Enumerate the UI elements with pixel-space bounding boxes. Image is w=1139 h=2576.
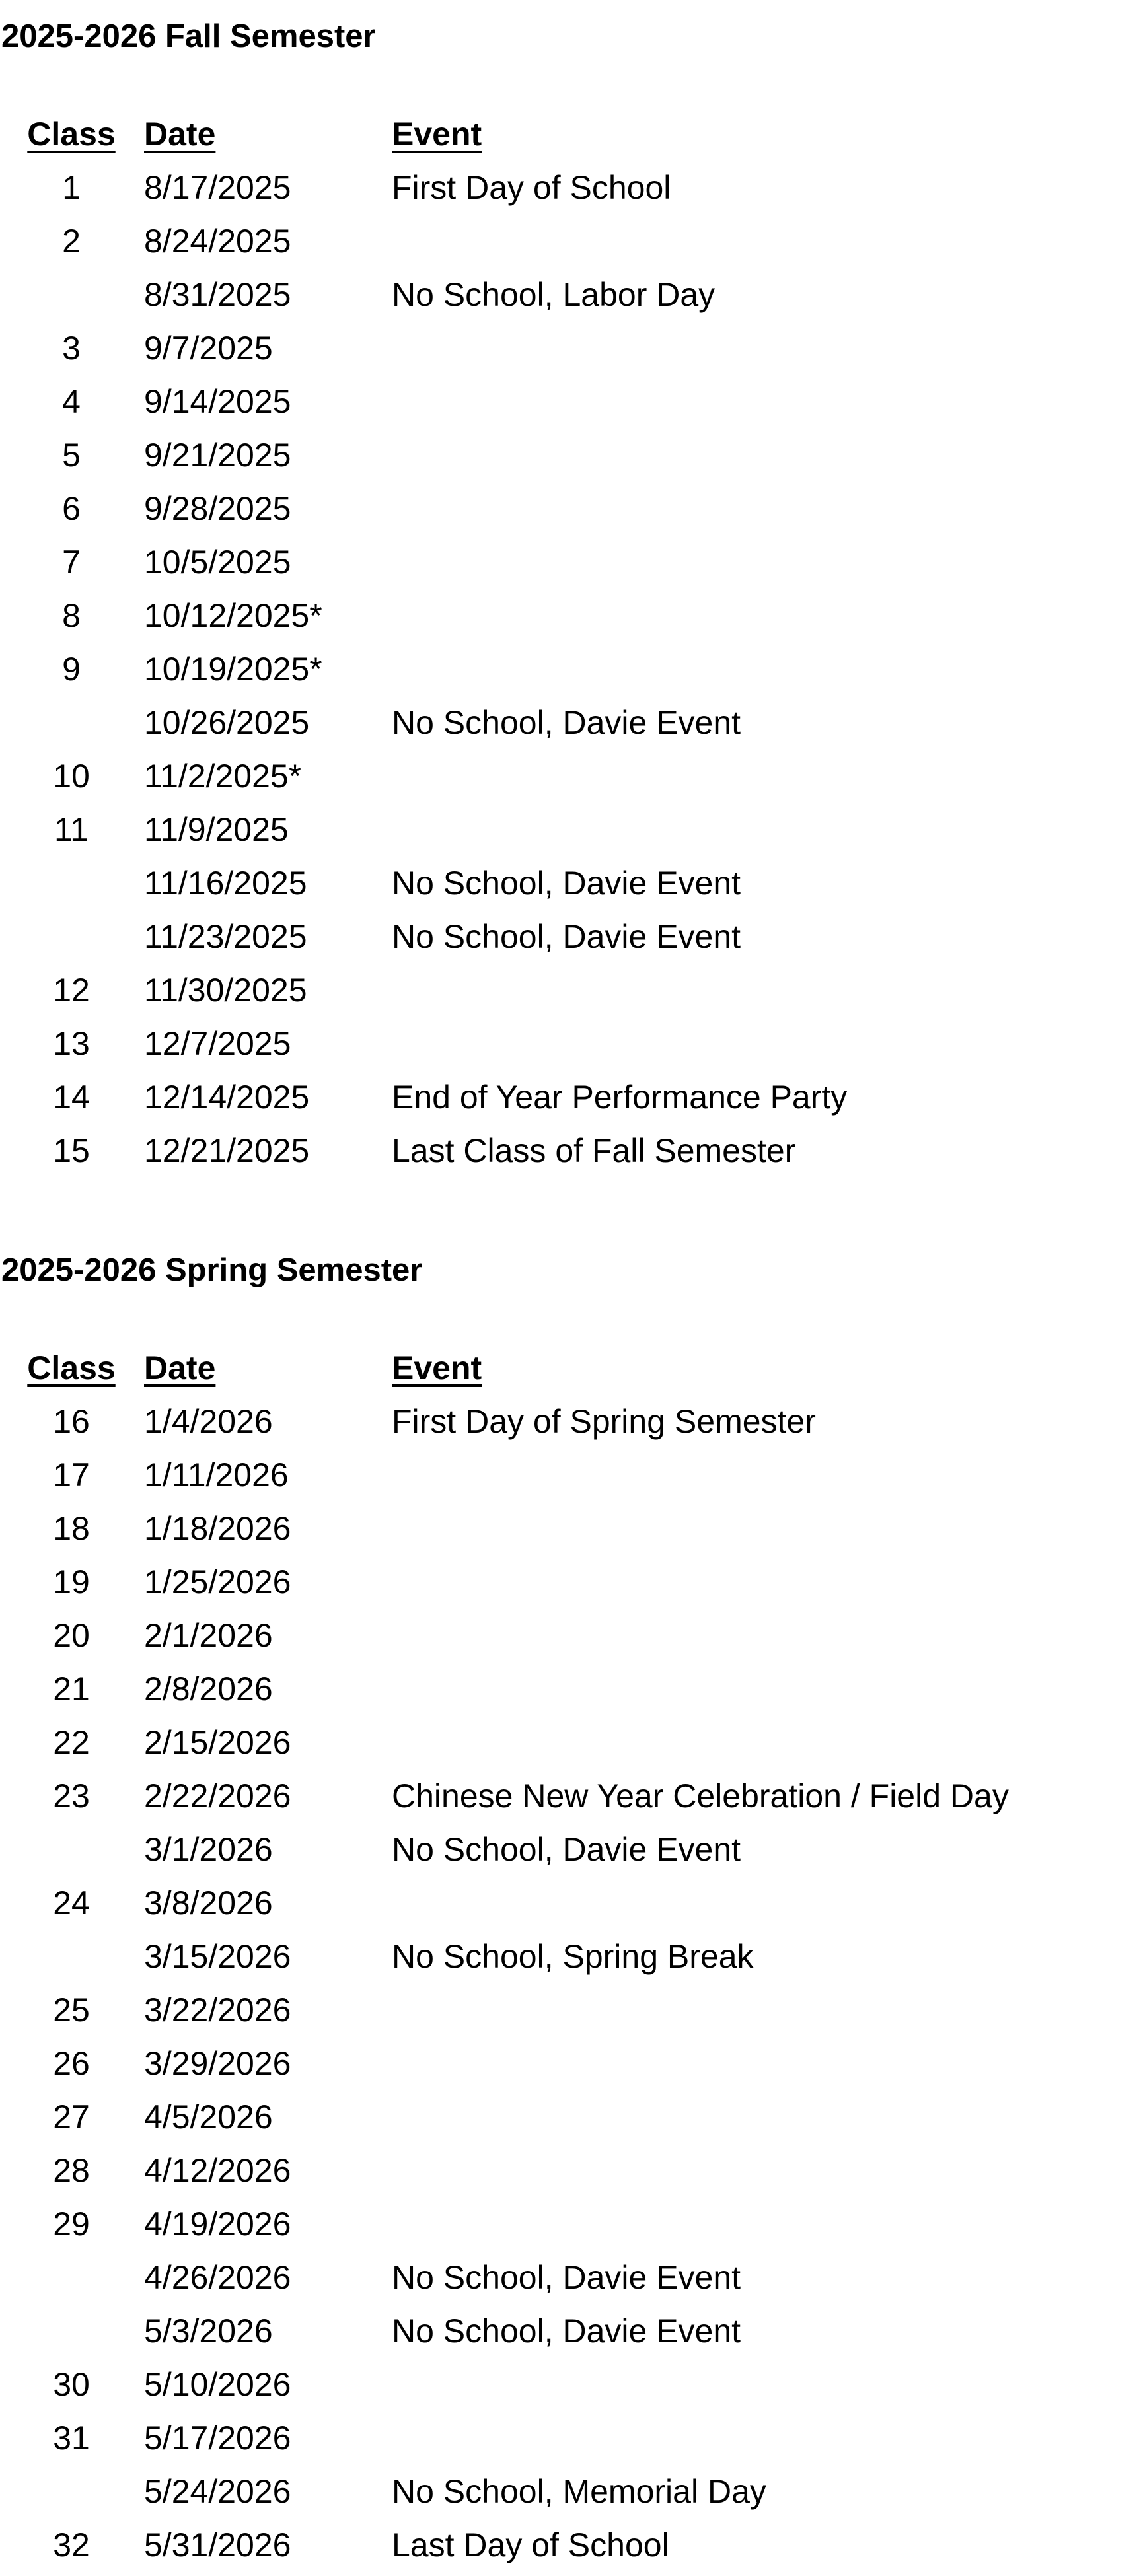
table-row	[0, 161, 1139, 215]
date-cell: 8/24/2025	[144, 223, 291, 260]
table-row	[0, 1502, 1139, 1556]
event-cell: No School, Davie Event	[392, 704, 741, 741]
date-cell: 3/1/2026	[144, 1831, 273, 1868]
column-header-event: Event	[392, 1349, 482, 1386]
date-cell: 9/21/2025	[144, 437, 291, 474]
date-cell: 8/17/2025	[144, 169, 291, 206]
table-row	[0, 268, 1139, 322]
event-cell: Last Day of School	[392, 2526, 669, 2563]
class-number-cell: 28	[53, 2152, 90, 2189]
class-number-cell: 19	[53, 1563, 90, 1600]
table-row	[0, 1449, 1139, 1502]
date-cell: 2/22/2026	[144, 1777, 291, 1814]
class-number-cell: 15	[53, 1132, 90, 1169]
date-cell: 10/12/2025*	[144, 597, 322, 634]
table-row	[0, 2519, 1139, 2572]
date-cell: 5/17/2026	[144, 2419, 291, 2456]
date-cell: 9/28/2025	[144, 490, 291, 527]
table-row	[0, 910, 1139, 964]
date-cell: 4/12/2026	[144, 2152, 291, 2189]
date-cell: 1/4/2026	[144, 1403, 273, 1440]
event-cell: First Day of School	[392, 169, 671, 206]
class-number-cell: 17	[53, 1456, 90, 1493]
date-cell: 10/5/2025	[144, 544, 291, 581]
table-row	[0, 215, 1139, 268]
date-cell: 3/15/2026	[144, 1938, 291, 1975]
class-number-cell: 27	[53, 2098, 90, 2135]
column-header-class: Class	[27, 1349, 116, 1386]
event-cell: No School, Davie Event	[392, 1831, 741, 1868]
class-number-cell: 7	[62, 544, 81, 581]
table-header-row	[0, 108, 1139, 161]
date-cell: 2/1/2026	[144, 1617, 273, 1654]
class-number-cell: 14	[53, 1079, 90, 1116]
class-number-cell: 22	[53, 1724, 90, 1761]
date-cell: 1/18/2026	[144, 1510, 291, 1547]
event-cell: End of Year Performance Party	[392, 1079, 848, 1116]
event-cell: No School, Spring Break	[392, 1938, 754, 1975]
class-number-cell: 2	[62, 223, 81, 260]
class-number-cell: 21	[53, 1670, 90, 1707]
date-cell: 12/14/2025	[144, 1079, 310, 1116]
class-number-cell: 12	[53, 972, 90, 1009]
date-cell: 1/11/2026	[144, 1456, 289, 1493]
class-number-cell: 3	[62, 330, 81, 367]
column-header-event: Event	[392, 116, 482, 153]
semester-title: 2025-2026 Spring Semester	[1, 1252, 423, 1288]
table-row	[0, 589, 1139, 643]
semester-title: 2025-2026 Fall Semester	[1, 18, 376, 54]
table-row	[0, 322, 1139, 375]
date-cell: 4/5/2026	[144, 2098, 273, 2135]
date-cell: 5/31/2026	[144, 2526, 291, 2563]
event-cell: No School, Davie Event	[392, 918, 741, 955]
date-cell: 12/21/2025	[144, 1132, 310, 1169]
date-cell: 3/8/2026	[144, 1884, 273, 1921]
date-cell: 9/14/2025	[144, 383, 291, 420]
date-cell: 8/31/2025	[144, 276, 291, 313]
date-cell: 9/7/2025	[144, 330, 273, 367]
table-row	[0, 1984, 1139, 2037]
event-cell: Last Class of Fall Semester	[392, 1132, 796, 1169]
event-cell: Chinese New Year Celebration / Field Day	[392, 1777, 1009, 1814]
date-cell: 10/19/2025*	[144, 651, 322, 688]
date-cell: 3/29/2026	[144, 2045, 291, 2082]
table-row	[0, 1663, 1139, 1716]
table-row	[0, 964, 1139, 1017]
table-row	[0, 857, 1139, 910]
class-number-cell: 24	[53, 1884, 90, 1921]
date-cell: 4/19/2026	[144, 2205, 291, 2242]
event-cell: No School, Memorial Day	[392, 2473, 766, 2510]
column-header-date: Date	[144, 116, 216, 153]
date-cell: 2/15/2026	[144, 1724, 291, 1761]
date-cell: 11/30/2025	[144, 972, 307, 1009]
date-cell: 11/2/2025*	[144, 758, 302, 795]
class-number-cell: 13	[53, 1025, 90, 1062]
class-number-cell: 23	[53, 1777, 90, 1814]
table-row	[0, 482, 1139, 536]
table-row	[0, 1716, 1139, 1770]
date-cell: 1/25/2026	[144, 1563, 291, 1600]
table-row	[0, 2091, 1139, 2144]
class-number-cell: 31	[53, 2419, 90, 2456]
table-row	[0, 1395, 1139, 1449]
table-row	[0, 803, 1139, 857]
table-row	[0, 536, 1139, 589]
table-row	[0, 2198, 1139, 2251]
date-cell: 11/16/2025	[144, 865, 307, 902]
date-cell: 5/3/2026	[144, 2312, 273, 2349]
date-cell: 11/23/2025	[144, 918, 307, 955]
table-row	[0, 2465, 1139, 2519]
table-row	[0, 2412, 1139, 2465]
class-number-cell: 20	[53, 1617, 90, 1654]
date-cell: 2/8/2026	[144, 1670, 273, 1707]
class-number-cell: 10	[53, 758, 90, 795]
class-number-cell: 6	[62, 490, 81, 527]
table-row	[0, 2144, 1139, 2198]
class-number-cell: 18	[53, 1510, 90, 1547]
date-cell: 12/7/2025	[144, 1025, 291, 1062]
class-number-cell: 32	[53, 2526, 90, 2563]
event-cell: No School, Davie Event	[392, 2259, 741, 2296]
date-cell: 3/22/2026	[144, 1991, 291, 2028]
table-row	[0, 750, 1139, 803]
class-number-cell: 26	[53, 2045, 90, 2082]
class-number-cell: 30	[53, 2366, 90, 2403]
class-number-cell: 29	[53, 2205, 90, 2242]
date-cell: 11/9/2025	[144, 811, 289, 848]
class-number-cell: 1	[62, 169, 81, 206]
table-row	[0, 1017, 1139, 1071]
date-cell: 5/10/2026	[144, 2366, 291, 2403]
table-row	[0, 2358, 1139, 2412]
event-cell: First Day of Spring Semester	[392, 1403, 816, 1440]
table-row	[0, 1770, 1139, 1823]
class-number-cell: 5	[62, 437, 81, 474]
event-cell: No School, Davie Event	[392, 865, 741, 902]
table-row	[0, 375, 1139, 429]
table-row	[0, 2251, 1139, 2305]
date-cell: 5/24/2026	[144, 2473, 291, 2510]
date-cell: 10/26/2025	[144, 704, 310, 741]
table-row	[0, 2305, 1139, 2358]
table-row	[0, 1609, 1139, 1663]
table-row	[0, 1124, 1139, 1178]
class-number-cell: 9	[62, 651, 81, 688]
table-row	[0, 2037, 1139, 2091]
table-row	[0, 1071, 1139, 1124]
table-header-row	[0, 1342, 1139, 1395]
date-cell: 4/26/2026	[144, 2259, 291, 2296]
table-row	[0, 429, 1139, 482]
event-cell: No School, Davie Event	[392, 2312, 741, 2349]
column-header-date: Date	[144, 1349, 216, 1386]
column-header-class: Class	[27, 116, 116, 153]
table-row	[0, 696, 1139, 750]
class-number-cell: 11	[54, 811, 89, 848]
class-number-cell: 4	[62, 383, 81, 420]
class-number-cell: 16	[53, 1403, 90, 1440]
table-row	[0, 643, 1139, 696]
table-row	[0, 1930, 1139, 1984]
table-row	[0, 1877, 1139, 1930]
class-number-cell: 25	[53, 1991, 90, 2028]
table-row	[0, 1823, 1139, 1877]
event-cell: No School, Labor Day	[392, 276, 716, 313]
class-number-cell: 8	[62, 597, 81, 634]
table-row	[0, 1556, 1139, 1609]
